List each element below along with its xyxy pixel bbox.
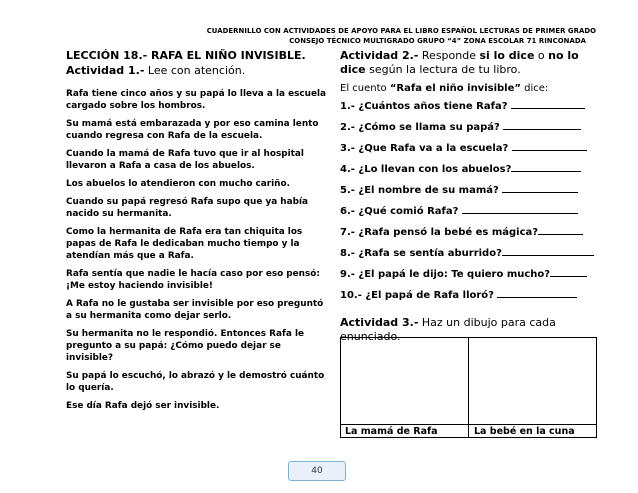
- question-number: 9.-: [340, 269, 355, 280]
- question-text: ¿Que Rafa va a la escuela?: [354, 143, 512, 154]
- drawing-caption-mother: La mamá de Rafa: [345, 426, 438, 437]
- question-text: ¿Cuántos años tiene Rafa?: [354, 101, 511, 112]
- document-header: [207, 26, 596, 46]
- question-number: 2.-: [340, 122, 355, 133]
- answer-blank[interactable]: [503, 121, 581, 130]
- activity-3-label: Actividad 3.-: [340, 316, 419, 329]
- answer-blank[interactable]: [502, 247, 594, 256]
- activity-3-text: Haz un dibujo para cada enunciado.: [340, 316, 556, 343]
- activity-2-option-yes: si lo dice: [479, 49, 535, 62]
- question-number: 6.-: [340, 206, 355, 217]
- left-column: [66, 49, 330, 418]
- drawing-table: [340, 337, 597, 438]
- question-number: 4.-: [340, 164, 355, 175]
- intro-text: dice:: [520, 83, 549, 94]
- story-paragraph: A Rafa no le gustaba ser invisible por eso preguntó a su hermanita como dejar serlo.: [66, 299, 324, 321]
- activity-2-label: Actividad 2.-: [340, 49, 419, 62]
- question-text: ¿Qué comió Rafa?: [354, 206, 462, 217]
- story-paragraph: Cuando la mamá de Rafa tuvo que ir al hospital llevaron a Rafa a casa de los abuelos.: [66, 149, 304, 171]
- question-number: 7.-: [340, 227, 355, 238]
- right-column: [340, 49, 602, 344]
- answer-blank[interactable]: [462, 205, 578, 214]
- question-text: ¿El nombre de su mamá?: [354, 185, 503, 196]
- story-paragraph: Como la hermanita de Rafa era tan chiquita los papas de Rafa le dedicaban mucho tiempo y la atendían más que a Rafa.: [66, 227, 303, 261]
- question-item: [340, 184, 602, 205]
- drawing-caption-baby: La bebé en la cuna: [474, 426, 575, 437]
- question-item: [340, 142, 602, 163]
- question-item: [340, 226, 602, 247]
- activity-2-text: según la lectura de tu libro.: [365, 63, 521, 76]
- answer-blank[interactable]: [502, 184, 578, 193]
- activity-1-text: Lee con atención.: [144, 64, 246, 77]
- activity-2-text: Responde: [418, 49, 480, 62]
- story-paragraph: Ese día Rafa dejó ser invisible.: [66, 401, 220, 411]
- question-text: ¿Rafa pensó la bebé es mágica?: [354, 227, 539, 238]
- answer-blank[interactable]: [511, 163, 581, 172]
- activity-1-label: Actividad 1.-: [66, 64, 145, 77]
- answer-blank[interactable]: [511, 100, 585, 109]
- question-list: [340, 100, 602, 310]
- question-item: [340, 205, 602, 226]
- question-text: ¿El papá de Rafa lloró?: [361, 290, 498, 301]
- story-text: [66, 88, 330, 412]
- question-item: [340, 289, 602, 310]
- answer-blank[interactable]: [538, 226, 583, 235]
- question-text: ¿Cómo se llama su papá?: [354, 122, 504, 133]
- answer-blank[interactable]: [497, 289, 577, 298]
- lesson-title: LECCIÓN 18.- RAFA EL NIÑO INVISIBLE.: [66, 49, 306, 62]
- story-paragraph: Su hermanita no le respondió. Entonces Rafa le pregunto a su papá: ¿Cómo puedo dejar se invisible?: [66, 329, 305, 363]
- question-text: ¿Lo llevan con los abuelos?: [354, 164, 512, 175]
- header-line-2: CONSEJO TÉCNICO MULTIGRADO GRUPO “4” ZONA ESCOLAR 71 RINCONADA: [289, 37, 586, 45]
- story-paragraph: Rafa tiene cinco años y su papá lo lleva a la escuela cargado sobre los hombros.: [66, 89, 327, 111]
- answer-blank[interactable]: [512, 142, 587, 151]
- story-paragraph: Su papá lo escuchó, lo abrazó y le demostró cuánto lo quería.: [66, 371, 325, 393]
- story-paragraph: Su mamá está embarazada y por eso camina lento cuando regresa con Rafa de la escuela.: [66, 119, 319, 141]
- question-number: 1.-: [340, 101, 355, 112]
- activity-2-intro: [340, 82, 602, 95]
- question-item: [340, 268, 602, 289]
- activity-2-text: o: [534, 49, 549, 62]
- question-item: [340, 247, 602, 268]
- story-paragraph: Rafa sentía que nadie le hacía caso por eso pensó: ¡Me estoy haciendo invisible!: [66, 269, 320, 291]
- question-number: 8.-: [340, 248, 355, 259]
- question-number: 10.-: [340, 290, 362, 301]
- story-paragraph: Cuando su papá regresó Rafa supo que ya había nacido su hermanita.: [66, 197, 308, 219]
- question-item: [340, 121, 602, 142]
- question-number: 3.-: [340, 143, 355, 154]
- answer-blank[interactable]: [550, 268, 587, 277]
- question-item: [340, 163, 602, 184]
- story-paragraph: Los abuelos lo atendieron con mucho cariño.: [66, 179, 290, 189]
- activity-2-option-no: no lo dice: [340, 49, 579, 76]
- activity-1-instruction: [66, 64, 330, 78]
- question-text: ¿Rafa se sentía aburrido?: [354, 248, 502, 259]
- table-divider: [468, 338, 469, 437]
- question-number: 5.-: [340, 185, 355, 196]
- question-item: [340, 100, 602, 121]
- activity-2-instruction: [340, 49, 602, 77]
- intro-text: El cuento: [340, 83, 390, 94]
- header-line-1: CUADERNILLO CON ACTIVIDADES DE APOYO PARA EL LIBRO ESPAÑOL LECTURAS DE PRIMER GRADO: [206, 27, 596, 35]
- story-title: “Rafa el niño invisible”: [389, 83, 521, 94]
- page-number: 40: [288, 461, 346, 481]
- question-text: ¿El papá le dijo: Te quiero mucho?: [354, 269, 551, 280]
